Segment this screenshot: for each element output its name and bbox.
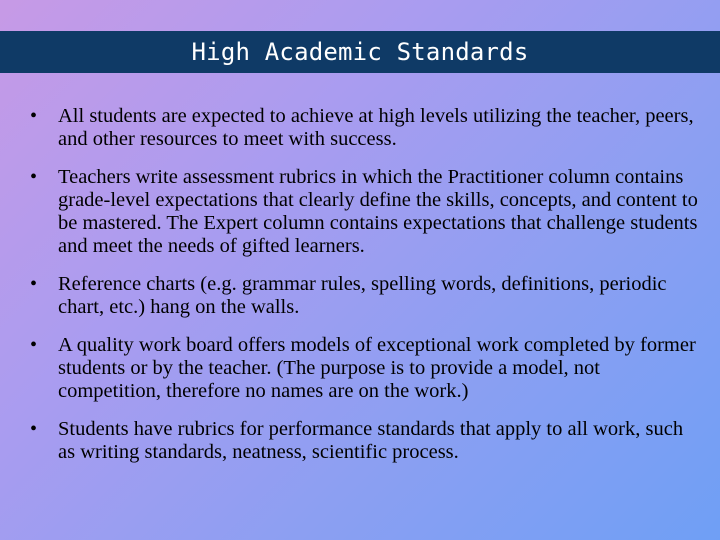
- title-bar: [0, 31, 720, 73]
- bullet-icon: •: [30, 418, 38, 440]
- bullet-item: [30, 105, 700, 151]
- bullet-icon: •: [30, 166, 38, 188]
- bullet-item: [30, 334, 700, 403]
- bullet-list: [30, 105, 700, 479]
- bullet-icon: •: [30, 105, 38, 127]
- bullet-text: Students have rubrics for performance standards that apply to all work, such as writing standards, neatness, scientific process.: [58, 418, 684, 463]
- bullet-text: A quality work board offers models of exceptional work completed by former students or by the teacher. (The purpose is to provide a model, not competition, therefore no names are on the work.): [58, 334, 696, 402]
- bullet-item: [30, 273, 700, 319]
- bullet-item: [30, 166, 700, 258]
- slide-title: High Academic Standards: [191, 38, 529, 66]
- bullet-icon: •: [30, 273, 38, 295]
- bullet-item: [30, 418, 700, 464]
- bullet-text: All students are expected to achieve at high levels utilizing the teacher, peers, and other resources to meet with success.: [58, 105, 694, 150]
- bullet-text: Teachers write assessment rubrics in which the Practitioner column contains grade-level expectations that clearly define the skills, concepts, and content to be mastered. The Expert column contains expectations that challenge students and meet the needs of gifted learners.: [58, 166, 698, 257]
- bullet-text: Reference charts (e.g. grammar rules, spelling words, definitions, periodic chart, etc.) hang on the walls.: [58, 273, 667, 318]
- bullet-icon: •: [30, 334, 38, 356]
